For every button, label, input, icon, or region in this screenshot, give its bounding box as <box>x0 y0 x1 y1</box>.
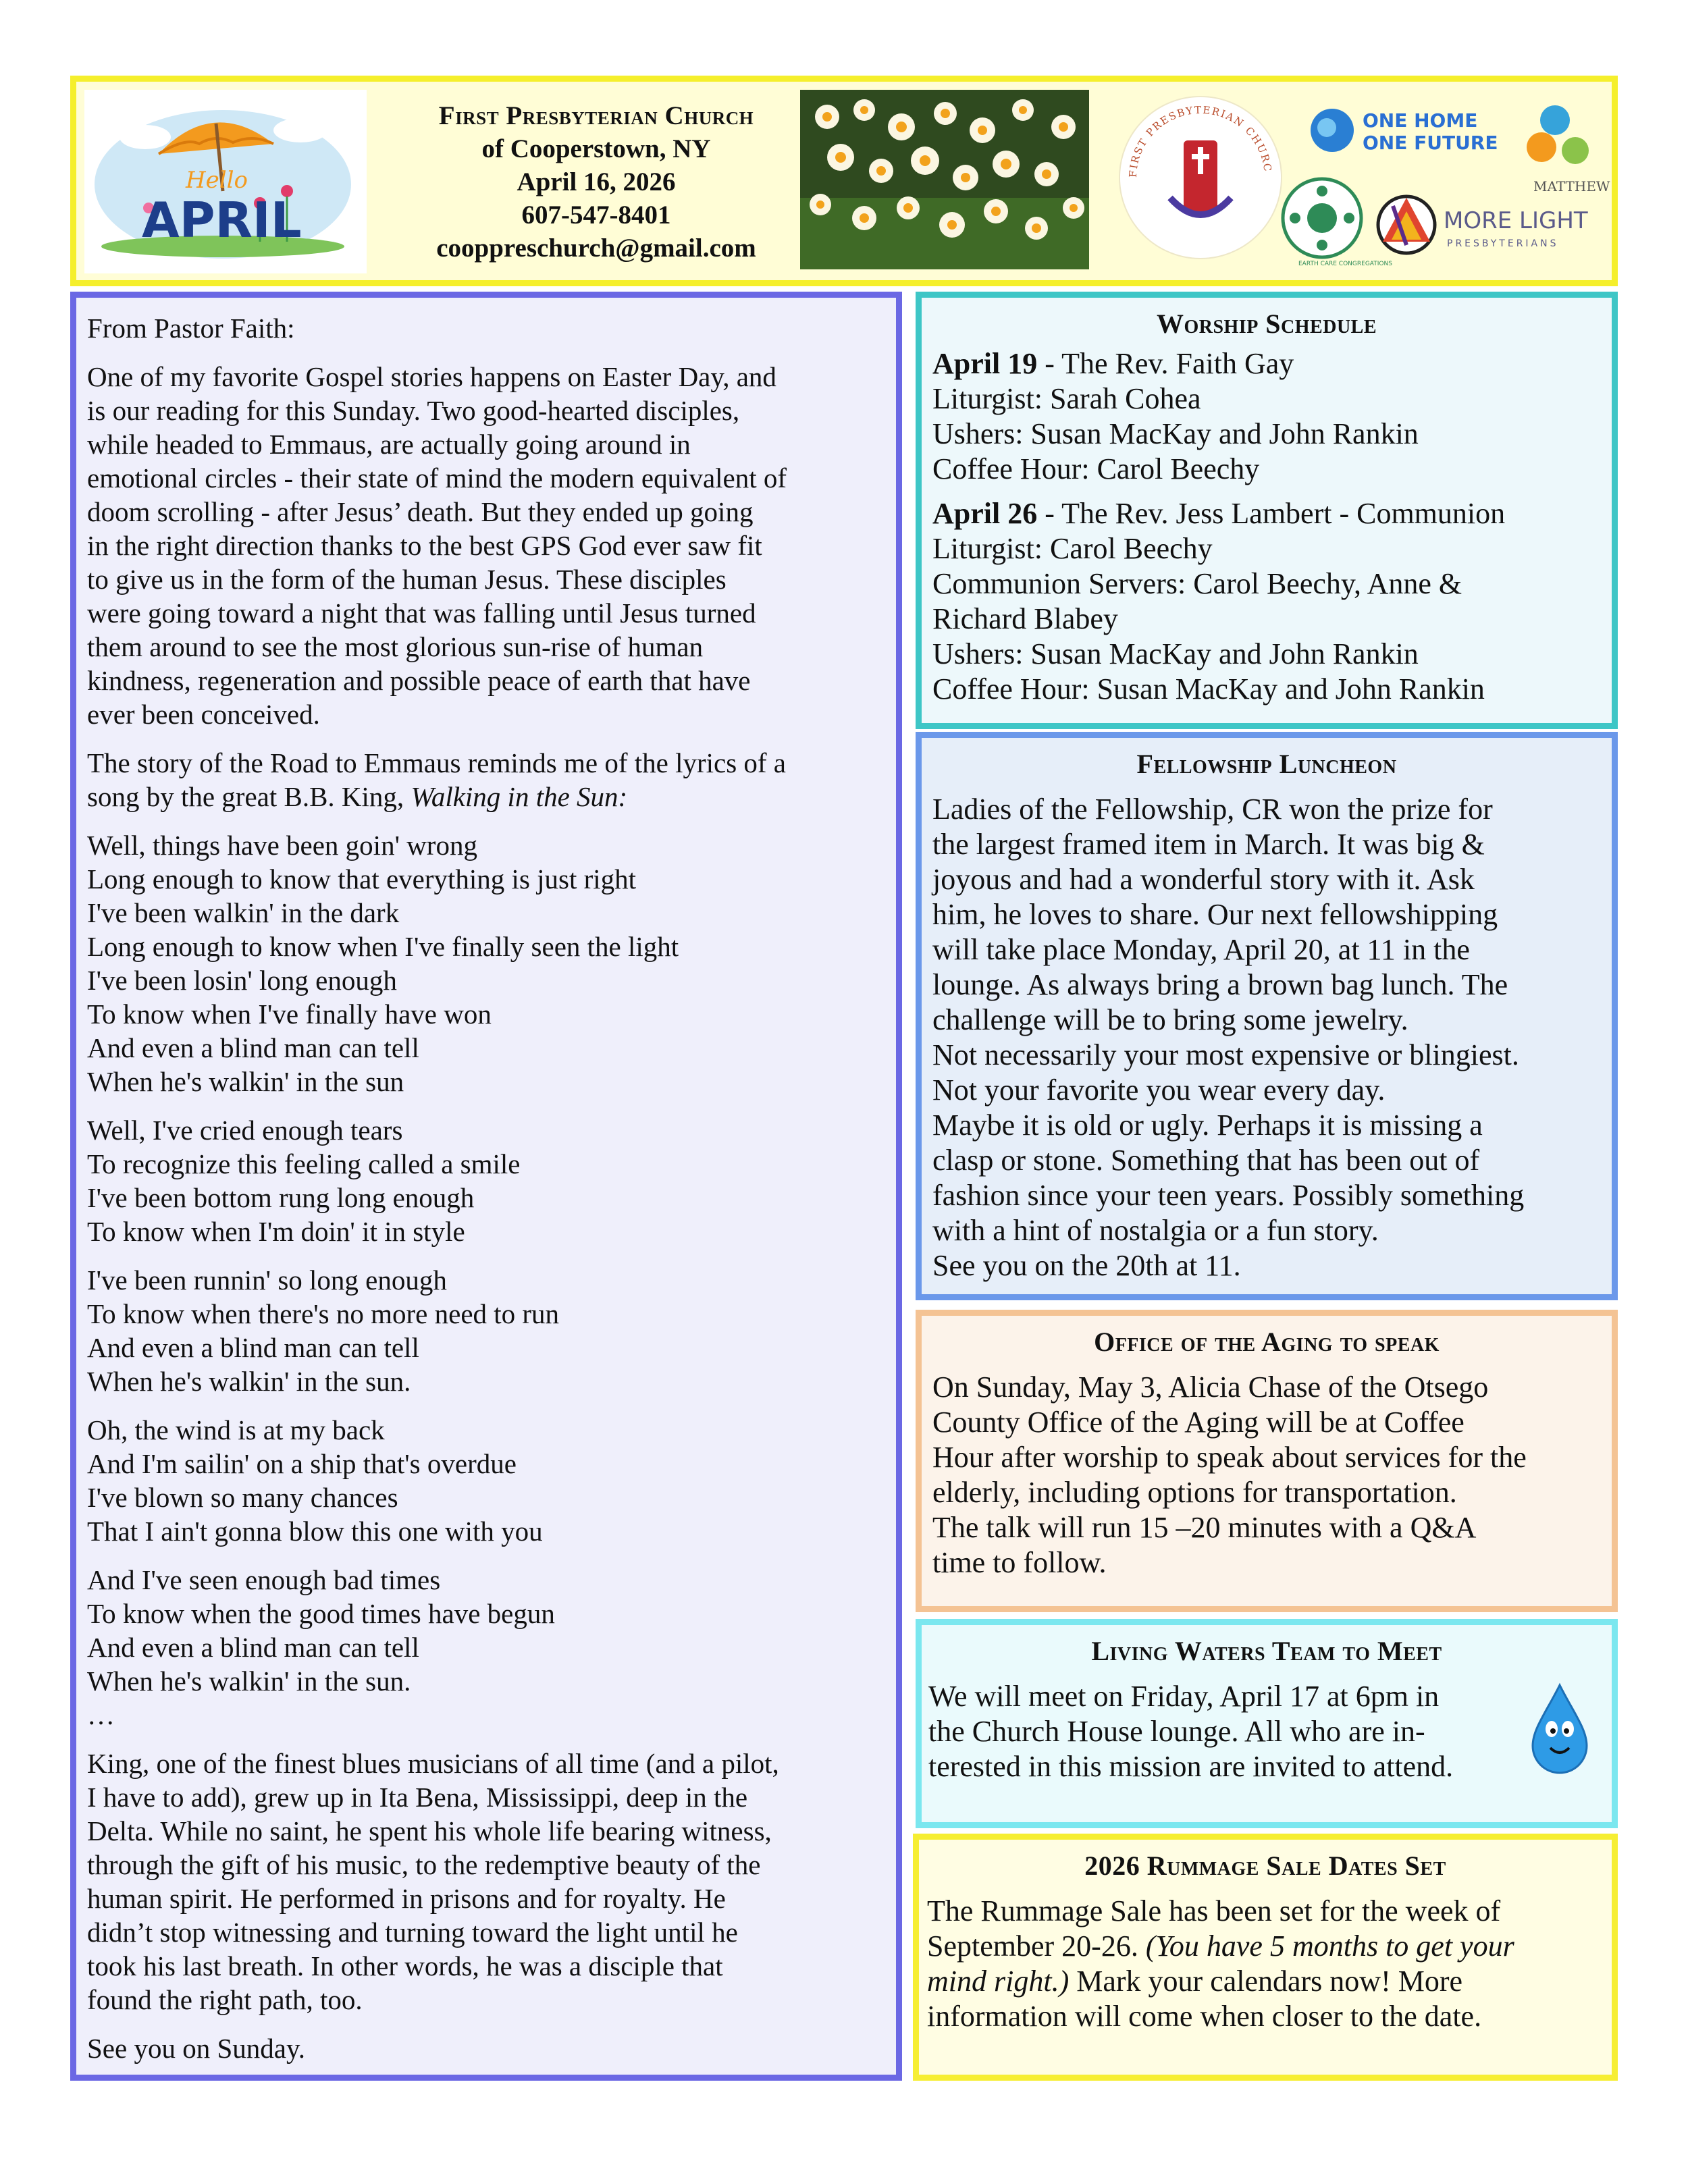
matthew-text: MATTHEW <box>1533 178 1610 194</box>
lyric-line: Well, I've cried enough tears <box>87 1115 403 1146</box>
hello-april-logo <box>84 90 367 273</box>
week1-preacher: - The Rev. Faith Gay <box>1037 347 1294 380</box>
lyrics-stanza <box>87 1113 891 1248</box>
lyric-line: I've been walkin' in the dark <box>87 897 400 928</box>
intro-line: is our reading for this Sunday. Two good-hearted disciples, <box>87 395 740 426</box>
aging-line: County Office of the Aging will be at Coffee <box>932 1406 1465 1439</box>
fellowship-title: Fellowship Luncheon <box>1136 749 1397 779</box>
intro-line: emotional circles - their state of mind the modern equivalent of <box>87 462 787 494</box>
aging-line: Hour after worship to speak about services for the <box>932 1441 1527 1474</box>
rummage-calendar: Mark your calendars now! More <box>1069 1965 1463 1998</box>
newsletter-header <box>70 76 1618 286</box>
rummage-line: The Rummage Sale has been set for the week of <box>927 1894 1501 1927</box>
worship-line: Ushers: Susan MacKay and John Rankin <box>932 637 1419 670</box>
intro-line: them around to see the most glorious sun-rise of human <box>87 631 704 662</box>
church-location: of Cooperstown, NY <box>481 134 711 163</box>
lyric-line: And I'm sailin' on a ship that's overdue <box>87 1448 517 1479</box>
matthew25-icon <box>1527 105 1589 164</box>
pastor-heading: From Pastor Faith: <box>87 313 295 344</box>
hello-text: Hello <box>186 167 248 194</box>
church-info <box>373 99 819 265</box>
week1-date: April 19 <box>932 347 1038 380</box>
aging-line: The talk will run 15 –20 minutes with a Q&A <box>932 1511 1477 1544</box>
story-line <box>87 780 891 814</box>
earth-care-text: EARTH CARE CONGREGATIONS <box>1298 261 1392 267</box>
hello-april-graphic <box>84 90 367 273</box>
intro-line: One of my favorite Gospel stories happens on Easter Day, and <box>87 361 776 392</box>
more-light-line1: MORE LIGHT <box>1444 207 1588 234</box>
story-text: song by the great B.B. King, <box>87 781 411 812</box>
worship-line: Richard Blabey <box>932 602 1118 635</box>
worship-line: Coffee Hour: Carol Beechy <box>932 452 1260 485</box>
lyric-line: … <box>87 1699 115 1730</box>
fellowship-line: him, he loves to share. Our next fellowshipping <box>932 898 1498 931</box>
church-phone: 607-547-8401 <box>521 201 671 230</box>
newsletter-date: April 16, 2026 <box>517 167 676 196</box>
worship-line: Liturgist: Carol Beechy <box>932 532 1213 565</box>
fellowship-line: fashion since your teen years. Possibly something <box>932 1179 1525 1212</box>
lyric-line: To know when the good times have begun <box>87 1598 555 1629</box>
worship-week2-heading <box>932 496 1605 531</box>
rummage-body <box>927 1894 1605 2034</box>
lyric-line: And even a blind man can tell <box>87 1632 419 1663</box>
lyric-line: To recognize this feeling called a smile <box>87 1148 521 1179</box>
rummage-aside-end: mind right.) <box>927 1965 1070 1998</box>
lyric-line: And even a blind man can tell <box>87 1032 419 1063</box>
fellowship-body <box>932 792 1605 1283</box>
pastor-king <box>87 1747 891 2017</box>
living-line: We will meet on Friday, April 17 at 6pm in <box>928 1680 1440 1713</box>
fellowship-line: Not necessarily your most expensive or blingiest. <box>932 1038 1519 1071</box>
pastor-letter <box>70 292 902 2081</box>
fellowship-line: will take place Monday, April 20, at 11 in the <box>932 933 1470 966</box>
rummage-sale <box>913 1834 1618 2081</box>
lyric-line: When he's walkin' in the sun. <box>87 1366 411 1397</box>
church-name: First Presbyterian Church <box>438 101 754 130</box>
lyric-line: Oh, the wind is at my back <box>87 1414 385 1445</box>
rummage-aside: (You have 5 months to get your <box>1145 1929 1514 1963</box>
lyric-line: To know when I've finally have won <box>87 998 492 1030</box>
lyric-line: Long enough to know when I've finally seen the light <box>87 931 679 962</box>
week2-date: April 26 <box>932 497 1038 530</box>
earth-care-icon <box>1283 179 1361 257</box>
lyrics-stanza <box>87 828 891 1098</box>
living-body <box>928 1679 1510 1784</box>
more-light-line2: PRESBYTERIANS <box>1447 238 1559 249</box>
living-line: terested in this mission are invited to attend. <box>928 1750 1454 1783</box>
lyric-line: I've been bottom rung long enough <box>87 1182 475 1213</box>
lyric-line: I've blown so many chances <box>87 1482 398 1513</box>
fellowship-line: See you on the 20th at 11. <box>932 1249 1241 1282</box>
one-home-line2: ONE FUTURE <box>1363 132 1498 154</box>
logos-graphic <box>1109 90 1612 273</box>
intro-line: in the right direction thanks to the best GPS God ever saw fit <box>87 530 762 561</box>
lyric-line: And even a blind man can tell <box>87 1332 419 1363</box>
week2-preacher: - The Rev. Jess Lambert - Communion <box>1037 497 1506 530</box>
worship-line: Coffee Hour: Susan MacKay and John Rankin <box>932 672 1485 705</box>
fellowship-line: Maybe it is old or ugly. Perhaps it is missing a <box>932 1109 1483 1142</box>
one-home-line1: ONE HOME <box>1363 109 1478 132</box>
april-text: APRIL <box>142 192 302 248</box>
logos-panel <box>1109 90 1612 273</box>
water-drop-icon <box>1526 1682 1593 1776</box>
more-light-icon <box>1378 196 1435 253</box>
king-line: King, one of the finest blues musicians of all time (and a pilot, <box>87 1748 779 1779</box>
intro-line: kindness, regeneration and possible peace of earth that have <box>87 665 751 696</box>
lyric-line: When he's walkin' in the sun <box>87 1066 404 1097</box>
lyrics-stanza <box>87 1413 891 1548</box>
intro-line: doom scrolling - after Jesus’ death. But they ended up going <box>87 496 754 527</box>
lyric-line: I've been runnin' so long enough <box>87 1264 447 1296</box>
king-line: through the gift of his music, to the redemptive beauty of the <box>87 1849 761 1880</box>
king-line: found the right path, too. <box>87 1984 363 2015</box>
king-line: took his last breath. In other words, he was a disciple that <box>87 1950 723 1981</box>
lyric-line: To know when I'm doin' it in style <box>87 1216 465 1247</box>
pastor-story <box>87 746 891 814</box>
living-line: the Church House lounge. All who are in- <box>928 1715 1425 1748</box>
fellowship-line: challenge will be to bring some jewelry. <box>932 1003 1408 1036</box>
worship-line: Communion Servers: Carol Beechy, Anne & <box>932 567 1462 600</box>
rummage-line <box>927 1929 1605 1964</box>
story-line: The story of the Road to Emmaus reminds me of the lyrics of a <box>87 747 787 778</box>
worship-body <box>932 346 1605 707</box>
worship-title: Worship Schedule <box>1156 309 1377 339</box>
intro-line: to give us in the form of the human Jesus. These disciples <box>87 564 727 595</box>
aging-line: elderly, including options for transportation. <box>932 1476 1457 1509</box>
lyric-line: When he's walkin' in the sun. <box>87 1666 411 1697</box>
aging-line: time to follow. <box>932 1546 1107 1579</box>
fellowship-line: with a hint of nostalgia or a fun story. <box>932 1214 1379 1247</box>
intro-line: while headed to Emmaus, are actually going around in <box>87 429 691 460</box>
fellowship-line: Not your favorite you wear every day. <box>932 1073 1386 1107</box>
living-waters <box>916 1619 1618 1828</box>
intro-line: were going toward a night that was falling until Jesus turned <box>87 597 756 629</box>
fellowship-line: Ladies of the Fellowship, CR won the prize for <box>932 793 1493 826</box>
worship-line: Ushers: Susan MacKay and John Rankin <box>932 417 1419 450</box>
lyric-line: To know when there's no more need to run <box>87 1298 560 1329</box>
lyric-line: I've been losin' long enough <box>87 965 397 996</box>
church-email: cooppreschurch@gmail.com <box>436 234 756 263</box>
fellowship-line: the largest framed item in March. It was big & <box>932 828 1485 861</box>
worship-week1-heading <box>932 346 1605 381</box>
pastor-intro <box>87 360 891 731</box>
lyrics-stanza <box>87 1563 891 1732</box>
rummage-line: information will come when closer to the date. <box>927 2000 1482 2033</box>
song-title: Walking in the Sun: <box>411 781 628 812</box>
church-seal-icon <box>1109 90 1282 259</box>
lyric-line: That I ain't gonna blow this one with you <box>87 1516 543 1547</box>
fellowship-line: clasp or stone. Something that has been out of <box>932 1144 1480 1177</box>
rummage-line <box>927 1964 1605 1999</box>
daffodil-photo <box>800 90 1089 269</box>
lyric-line: Well, things have been goin' wrong <box>87 830 477 861</box>
intro-line: ever been conceived. <box>87 699 320 730</box>
fellowship-line: lounge. As always bring a brown bag lunch. The <box>932 968 1508 1001</box>
living-title: Living Waters Team to Meet <box>1091 1636 1442 1666</box>
rummage-title <box>919 1849 1612 1883</box>
one-home-icon <box>1311 109 1354 152</box>
fellowship-luncheon <box>916 732 1618 1300</box>
aging-body <box>932 1370 1605 1580</box>
office-of-aging <box>916 1310 1618 1612</box>
king-line: I have to add), grew up in Ita Bena, Mississippi, deep in the <box>87 1782 748 1813</box>
king-line: didn’t stop witnessing and turning toward the light until he <box>87 1917 738 1948</box>
worship-line: Liturgist: Sarah Cohea <box>932 382 1201 415</box>
fellowship-line: joyous and had a wonderful story with it. Ask <box>932 863 1475 896</box>
rummage-dates: September 20-26. <box>927 1929 1146 1963</box>
pastor-closing: See you on Sunday. <box>87 2033 306 2064</box>
rummage-title-text: 2026 Rummage Sale Dates Set <box>1084 1850 1446 1881</box>
daffodil-image <box>800 90 1089 269</box>
lyric-line: And I've seen enough bad times <box>87 1564 441 1595</box>
lyrics-stanza <box>87 1263 891 1398</box>
lyric-line: Long enough to know that everything is just right <box>87 863 637 895</box>
king-line: Delta. While no saint, he spent his whole life bearing witness, <box>87 1815 772 1846</box>
aging-title: Office of the Aging to speak <box>1094 1327 1440 1357</box>
seal-ring-text: FIRST PRESBYTERIAN CHURC <box>1126 103 1274 178</box>
aging-line: On Sunday, May 3, Alicia Chase of the Otsego <box>932 1370 1489 1404</box>
king-line: human spirit. He performed in prisons and for royalty. He <box>87 1883 726 1914</box>
worship-schedule <box>916 292 1618 729</box>
